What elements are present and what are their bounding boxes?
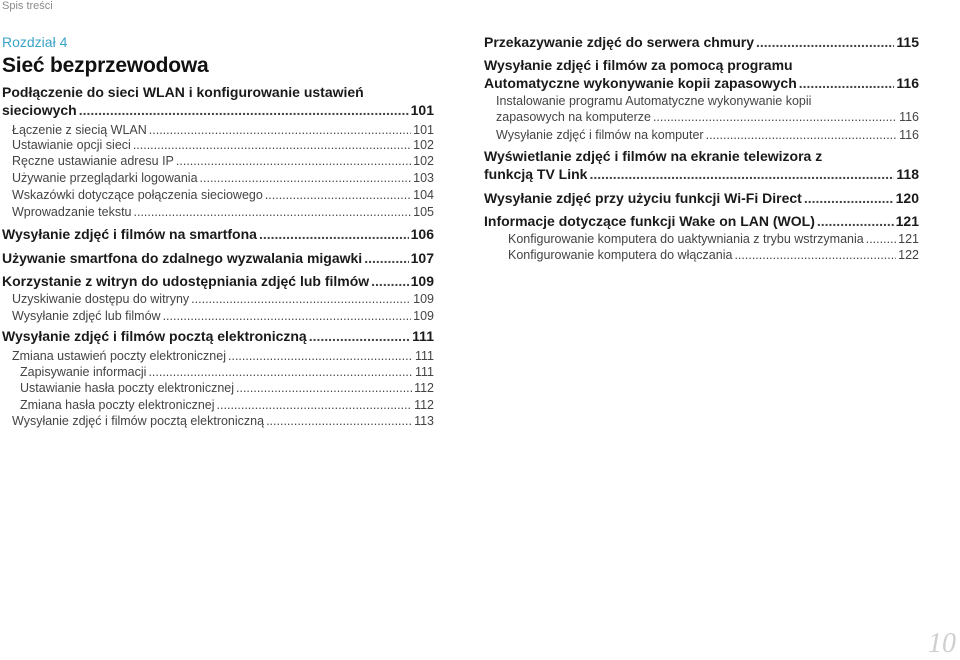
toc-entry-page: 103: [413, 171, 434, 185]
toc-entry-title: Ustawianie opcji sieci: [12, 138, 131, 152]
toc-section-entry[interactable]: [2, 102, 434, 118]
toc-subsection-entry[interactable]: [12, 154, 434, 168]
toc-entry-title-line[interactable]: Podłączenie do sieci WLAN i konfigurowanie ustawień: [2, 84, 364, 100]
dot-leader: [706, 128, 897, 142]
dot-leader: [817, 213, 894, 229]
toc-entry-page: 106: [410, 226, 434, 242]
dot-leader: [176, 154, 411, 168]
toc-entry-title: Automatyczne wykonywanie kopii zapasowych: [484, 75, 797, 91]
toc-subsection-entry[interactable]: [12, 292, 434, 306]
toc-entry-page: 111: [414, 365, 434, 379]
dot-leader: [589, 166, 894, 182]
toc-section-entry[interactable]: [484, 34, 919, 50]
toc-entry-title: Zapisywanie informacji: [20, 365, 147, 379]
dot-leader: [799, 75, 895, 91]
toc-subsection-entry[interactable]: [20, 398, 434, 412]
toc-entry-title-line[interactable]: Wyświetlanie zdjęć i filmów na ekranie telewizora z: [484, 148, 823, 164]
toc-entry-title: Wysyłanie zdjęć i filmów pocztą elektroniczną: [2, 328, 307, 344]
dot-leader: [236, 381, 412, 395]
toc-entry-page: 112: [414, 381, 434, 395]
toc-entry-page: 111: [414, 349, 434, 363]
toc-entry-title: Uzyskiwanie dostępu do witryny: [12, 292, 190, 306]
toc-section-entry[interactable]: [2, 250, 434, 266]
toc-entry-page: 116: [896, 75, 919, 91]
dot-leader: [371, 273, 408, 289]
toc-section-entry[interactable]: [2, 328, 434, 344]
toc-entry-page: 112: [414, 398, 434, 412]
toc-entry-page: 102: [413, 138, 434, 152]
toc-entry-title: Używanie smartfona do zdalnego wyzwalania migawki: [2, 250, 363, 266]
toc-section-entry[interactable]: [2, 273, 434, 289]
toc-entry-title: Przekazywanie zdjęć do serwera chmury: [484, 34, 755, 50]
toc-entry-title: Ustawianie hasła poczty elektronicznej: [20, 381, 234, 395]
toc-entry-title: Konfigurowanie komputera do włączania: [508, 248, 733, 262]
toc-section-entry[interactable]: [484, 75, 919, 91]
dot-leader: [191, 292, 411, 306]
dot-leader: [148, 365, 413, 379]
toc-subsection-entry[interactable]: [20, 365, 434, 379]
toc-entry-page: 118: [896, 166, 919, 182]
toc-entry-page: 109: [413, 292, 434, 306]
toc-entry-page: 105: [413, 205, 434, 219]
toc-subsection-entry[interactable]: [12, 138, 434, 152]
toc-entry-page: 121: [898, 232, 919, 246]
header-section-label[interactable]: Spis treści: [2, 0, 53, 12]
dot-leader: [200, 171, 412, 185]
dot-leader: [163, 309, 412, 323]
toc-entry-page: 116: [899, 110, 919, 124]
toc-entry-page: 116: [899, 128, 919, 142]
dot-leader: [734, 248, 896, 262]
toc-entry-title: zapasowych na komputerze: [496, 110, 651, 124]
toc-subsection-entry[interactable]: [508, 248, 919, 262]
toc-entry-title: Wskazówki dotyczące połączenia sieciowego: [12, 188, 263, 202]
toc-entry-title: Informacje dotyczące funkcji Wake on LAN (WOL): [484, 213, 815, 229]
toc-section-entry[interactable]: [484, 166, 919, 182]
toc-entry-title: Wprowadzanie tekstu: [12, 205, 132, 219]
toc-entry-page: 121: [895, 213, 919, 229]
toc-entry-title: Wysyłanie zdjęć i filmów na smartfona: [2, 226, 257, 242]
toc-entry-title: Zmiana hasła poczty elektronicznej: [20, 398, 215, 412]
dot-leader: [804, 190, 894, 206]
toc-entry-page: 101: [410, 102, 434, 118]
dot-leader: [228, 349, 413, 363]
toc-entry-page: 111: [412, 328, 434, 344]
toc-section-entry[interactable]: [484, 190, 919, 206]
page-number: 10: [928, 628, 956, 659]
toc-subsection-entry[interactable]: [20, 381, 434, 395]
dot-leader: [134, 205, 412, 219]
toc-entry-page: 107: [410, 250, 434, 266]
dot-leader: [364, 250, 408, 266]
toc-entry-title: Wysyłanie zdjęć przy użyciu funkcji Wi-Fi Direct: [484, 190, 802, 206]
toc-entry-page: 109: [410, 273, 434, 289]
toc-entry-page: 122: [898, 248, 919, 262]
toc-entry-title: Konfigurowanie komputera do uaktywniania z trybu wstrzymania: [508, 232, 864, 246]
toc-entry-page: 109: [413, 309, 434, 323]
toc-entry-title: Wysyłanie zdjęć i filmów pocztą elektroniczną: [12, 414, 265, 428]
dot-leader: [756, 34, 894, 50]
dot-leader: [265, 188, 411, 202]
toc-entry-title: Wysyłanie zdjęć i filmów na komputer: [496, 128, 704, 142]
chapter-label: Rozdział 4: [2, 34, 68, 50]
toc-subsection-entry[interactable]: [12, 205, 434, 219]
toc-entry-title: Łączenie z siecią WLAN: [12, 123, 147, 137]
toc-subsection-entry[interactable]: [12, 123, 434, 137]
toc-entry-title: Używanie przeglądarki logowania: [12, 171, 198, 185]
toc-entry-title-line[interactable]: Wysyłanie zdjęć i filmów za pomocą programu: [484, 57, 793, 73]
toc-entry-page: 113: [414, 414, 434, 428]
toc-entry-page: 120: [895, 190, 919, 206]
toc-section-entry[interactable]: [484, 213, 919, 229]
dot-leader: [149, 123, 411, 137]
toc-entry-title: sieciowych: [2, 102, 77, 118]
toc-subsection-entry[interactable]: [12, 414, 434, 428]
toc-entry-title: Zmiana ustawień poczty elektronicznej: [12, 349, 226, 363]
toc-entry-page: 102: [413, 154, 434, 168]
toc-entry-page: 115: [896, 34, 919, 50]
dot-leader: [217, 398, 413, 412]
toc-entry-page: 104: [413, 188, 434, 202]
dot-leader: [266, 414, 412, 428]
toc-subsection-entry[interactable]: [496, 110, 919, 124]
toc-subsection-entry[interactable]: [12, 349, 434, 363]
toc-entry-title-line[interactable]: Instalowanie programu Automatyczne wykonywanie kopii: [496, 94, 812, 108]
toc-subsection-entry[interactable]: [12, 188, 434, 202]
toc-entry-title: funkcją TV Link: [484, 166, 588, 182]
toc-subsection-entry[interactable]: [12, 309, 434, 323]
dot-leader: [309, 328, 410, 344]
toc-subsection-entry[interactable]: [496, 128, 919, 142]
toc-entry-page: 101: [413, 123, 434, 137]
toc-section-entry[interactable]: [2, 226, 434, 242]
toc-entry-title: Korzystanie z witryn do udostępniania zdjęć lub filmów: [2, 273, 370, 289]
dot-leader: [133, 138, 411, 152]
toc-entry-title: Wysyłanie zdjęć lub filmów: [12, 309, 161, 323]
toc-subsection-entry[interactable]: [508, 232, 919, 246]
dot-leader: [79, 102, 409, 118]
dot-leader: [866, 232, 896, 246]
chapter-title: Sieć bezprzewodowa: [2, 54, 209, 77]
dot-leader: [259, 226, 409, 242]
dot-leader: [653, 110, 897, 124]
toc-subsection-entry[interactable]: [12, 171, 434, 185]
toc-entry-title: Ręczne ustawianie adresu IP: [12, 154, 174, 168]
